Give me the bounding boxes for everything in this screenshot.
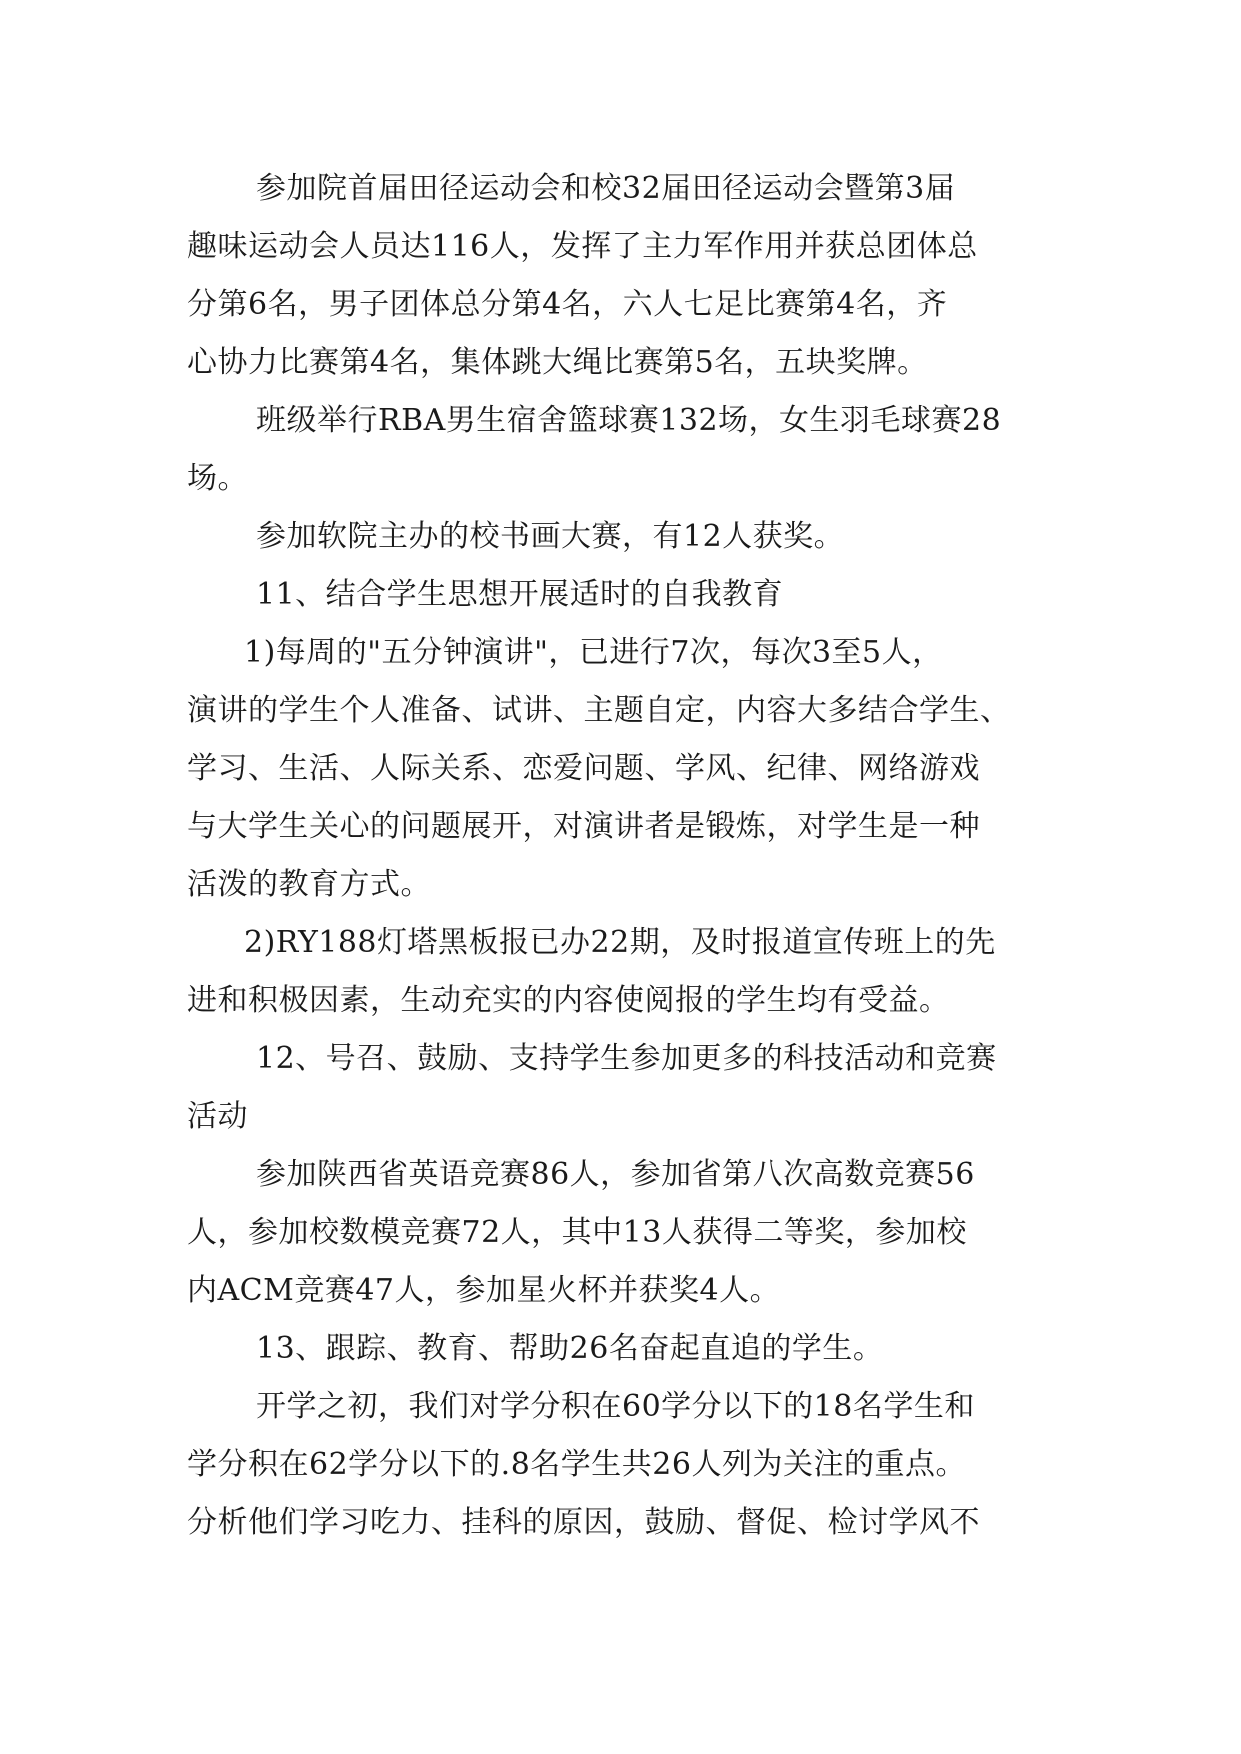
paragraph-line: 心协力比赛第4名，集体跳大绳比赛第5名，五块奖牌。 — [187, 345, 928, 380]
section-heading: 13、跟踪、教育、帮助26名奋起直追的学生。 — [256, 1331, 884, 1366]
paragraph-line: 参加陕西省英语竞赛86人，参加省第八次高数竞赛56 — [256, 1157, 975, 1192]
document-body — [187, 160, 1067, 1552]
paragraph-line: 内ACM竞赛47人，参加星火杯并获奖4人。 — [187, 1273, 781, 1308]
section-heading: 11、结合学生思想开展适时的自我教育 — [256, 577, 784, 612]
paragraph-line: 活泼的教育方式。 — [187, 867, 431, 902]
section-heading: 12、号召、鼓励、支持学生参加更多的科技活动和竞赛 — [256, 1041, 997, 1076]
paragraph-line: 趣味运动会人员达116人，发挥了主力军作用并获总团体总 — [187, 229, 978, 264]
paragraph-line: 人，参加校数模竞赛72人，其中13人获得二等奖，参加校 — [187, 1215, 967, 1250]
paragraph-line: 班级举行RBA男生宿舍篮球赛132场，女生羽毛球赛28 — [256, 403, 1002, 438]
paragraph-line: 演讲的学生个人准备、试讲、主题自定，内容大多结合学生、 — [187, 693, 1011, 728]
paragraph-line: 学分积在62学分以下的.8名学生共26人列为关注的重点。 — [187, 1447, 966, 1482]
paragraph-line: 参加院首届田径运动会和校32届田径运动会暨第3届 — [256, 171, 956, 206]
list-item: 2)RY188灯塔黑板报已办22期，及时报道宣传班上的先 — [244, 925, 996, 960]
paragraph-line: 场。 — [187, 461, 248, 496]
paragraph-line: 进和积极因素，生动充实的内容使阅报的学生均有受益。 — [187, 983, 950, 1018]
paragraph-line: 分第6名，男子团体总分第4名，六人七足比赛第4名，齐 — [187, 287, 948, 322]
paragraph-line: 学习、生活、人际关系、恋爱问题、学风、纪律、网络游戏 — [187, 751, 980, 786]
paragraph-line: 活动 — [187, 1099, 248, 1134]
paragraph-line: 与大学生关心的问题展开，对演讲者是锻炼，对学生是一种 — [187, 809, 980, 844]
paragraph-line: 分析他们学习吃力、挂科的原因，鼓励、督促、检讨学风不 — [187, 1505, 980, 1540]
paragraph-line: 开学之初，我们对学分积在60学分以下的18名学生和 — [256, 1389, 975, 1424]
list-item: 1)每周的"五分钟演讲"，已进行7次，每次3至5人， — [244, 635, 943, 670]
paragraph-line: 参加软院主办的校书画大赛，有12人获奖。 — [256, 519, 845, 554]
